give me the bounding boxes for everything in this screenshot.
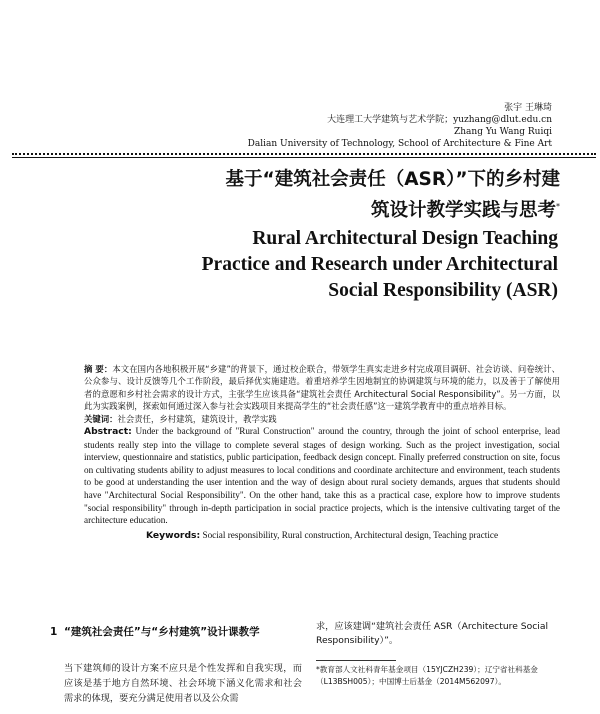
title-zh-line-2: 筑设计教学实践与思考 xyxy=(370,200,556,222)
footnote-rule xyxy=(316,660,396,661)
title-en-line-1: Rural Architectural Design Teaching xyxy=(252,228,558,249)
funding-footnote: *教育部人文社科青年基金项目（15YJCZH239）；辽宁省社科基金（L13BSH005）；中国博士后基金（2014M562097）。 xyxy=(316,665,538,686)
keywords-zh xyxy=(84,413,560,425)
keywords-en-text: Social responsibility, Rural construction, Architectural design, Teaching practice xyxy=(202,529,499,540)
keywords-zh-text: 社会责任，乡村建筑，建筑设计，教学实践 xyxy=(117,413,277,424)
abstract-block xyxy=(84,363,560,542)
header-rule-dotted xyxy=(12,153,596,155)
section-1-body: 当下建筑师的设计方案不应只是个性发挥和自我实现，而应该是基于地方自然环境、社会环境下涵义化需求和社会需求的体现，要充分满足使用者以及公众需 xyxy=(64,663,302,704)
section-number: 1 xyxy=(50,626,58,638)
title-english xyxy=(0,226,558,304)
author-block xyxy=(192,102,552,150)
abstract-zh xyxy=(84,363,560,413)
header-rule-solid xyxy=(12,157,596,158)
abstract-en xyxy=(84,425,560,527)
keywords-en xyxy=(84,529,560,542)
title-en-line-2: Practice and Research under Architectural xyxy=(201,254,558,275)
section-title: “建筑社会责任”与“乡村建筑”设计课教学 xyxy=(64,626,260,638)
title-zh-line-1: 基于“建筑社会责任（ASR）”下的乡村建 xyxy=(225,169,560,190)
abstract-zh-label: 摘 要： xyxy=(84,364,113,374)
author-affiliation-zh: 大连理工大学建筑与艺术学院；yuzhang@dlut.edu.cn xyxy=(327,115,552,125)
funding-mark: * xyxy=(556,202,560,211)
section-1-continued: 求，应该建调“建筑社会责任 ASR（Architecture Social Responsibility）”。 xyxy=(316,621,549,646)
author-affiliation-en: Dalian University of Technology, School of Architecture & Fine Art xyxy=(247,139,552,149)
author-names-zh: 张宇 王琳琦 xyxy=(504,103,552,113)
keywords-zh-label: 关键词： xyxy=(84,413,118,424)
abstract-en-label: Abstract: xyxy=(84,426,132,438)
abstract-en-text: Under the background of "Rural Construction" around the country, through the joint of school enterprise, lead students really step into the village to complete several stages of design working. Such as the project investigation, social interview, questionnaire and statistics, public participation, feedback design concept. Finally preferred construction on site, focus on cultivating students ability to adjust measures to local conditions and coordinate architecture and environment, teach students to be good at understanding the user intention and the way of design about rural society demands, argues that students should have "Architectural Social Responsibility". On the other hand, take this as a practical case, explore how to improve students "social responsibility" through in-depth participation in social practice projects, which is the intensive cultivating target of the architecture education. xyxy=(84,426,560,526)
title-en-line-3: Social Responsibility (ASR) xyxy=(328,280,558,301)
keywords-en-label: Keywords: xyxy=(145,529,201,541)
abstract-zh-text: 本文在国内各地积极开展“乡建”的背景下，通过校企联合，带领学生真实走进乡村完成项目调研、社会访谈、问卷统计、公众参与、设计反馈等几个工作阶段，最后择优实施建造。着重培养学生因地制宜的协调建筑与环境的能力，以及善于了解使用者的意愿和乡村社会需求的设计方式，主张学生应该具备“建筑社会责任 Architectural Social Responsibility”。另一方面，以此为实践案例，探索如何通过深入参与社会实践项目来提高学生的“社会责任感”这一建筑学教育中的重点培养目标。 xyxy=(84,364,560,412)
title-chinese xyxy=(0,166,560,224)
section-1-heading xyxy=(50,625,302,640)
author-names-en: Zhang Yu Wang Ruiqi xyxy=(454,127,552,137)
